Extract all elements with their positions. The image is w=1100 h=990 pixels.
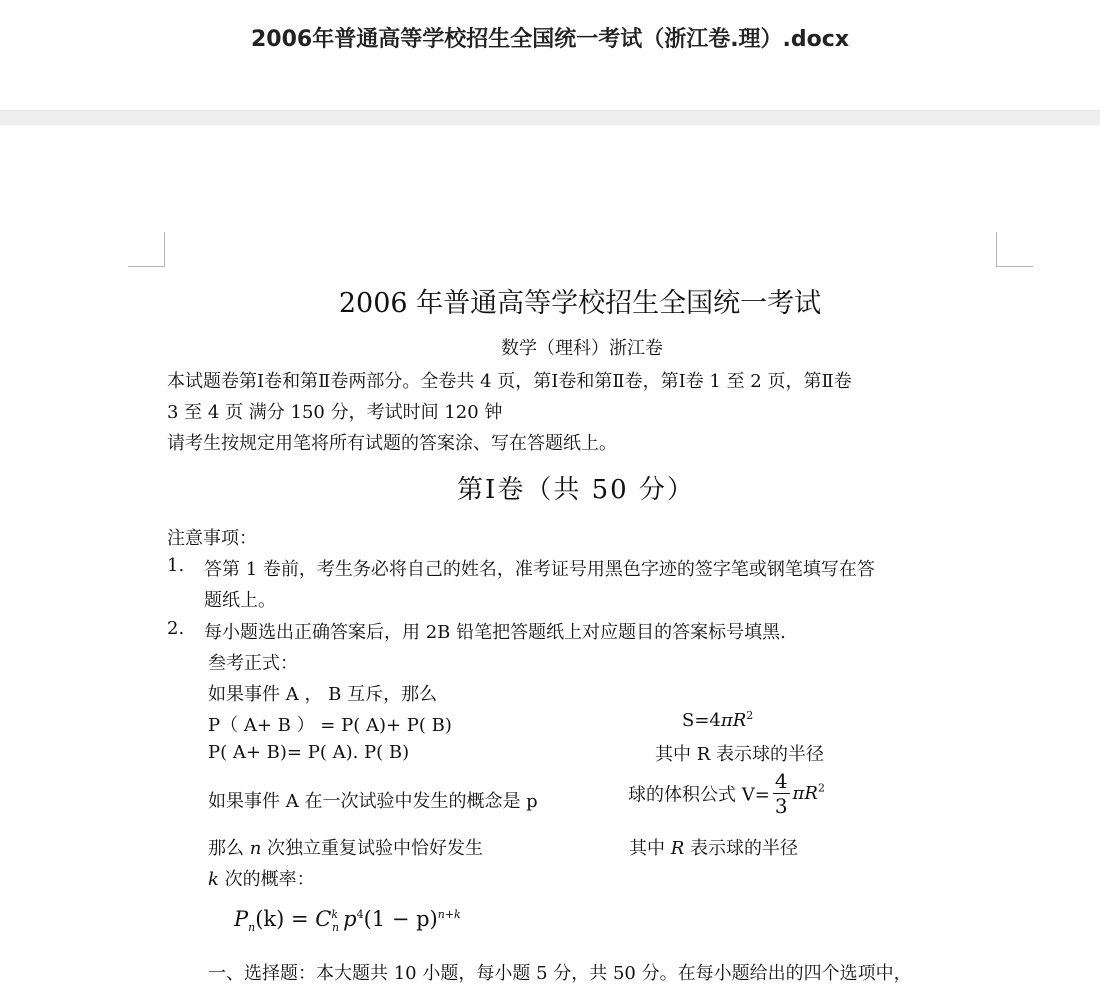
- exam-subtitle: 数学（理科）浙江卷: [501, 338, 663, 359]
- radius-note-2-R: R: [670, 838, 685, 859]
- binom-sub-n: n: [248, 921, 256, 935]
- radius-symbol: R: [732, 710, 747, 731]
- probability-sum-formula: P（ A+ B ） = P( A)+ P( B): [208, 715, 452, 736]
- n-variable: n: [249, 838, 262, 859]
- binom-P: P: [234, 907, 249, 931]
- k-variable: k: [208, 869, 219, 890]
- binom-sup-4: 4: [356, 908, 364, 921]
- fraction-denominator: 3: [774, 794, 788, 818]
- sphere-area-prefix: S=4: [682, 710, 721, 731]
- document-filename: 2006年普通高等学校招生全国统一考试（浙江卷.理）.docx: [250, 27, 850, 52]
- k-times-suffix: 次的概率：: [218, 869, 315, 890]
- k-times-text: [208, 865, 315, 891]
- note-2-number: 2.: [167, 618, 185, 639]
- formulas-heading: 叁考正式：: [208, 653, 298, 674]
- sphere-volume-formula: [628, 769, 825, 818]
- document-page: [0, 125, 1100, 990]
- margin-corner-left: [128, 232, 165, 267]
- choice-section-intro: 一、选择题：本大题共 10 小题，每小题 5 分，共 50 分。在每小题给出的四个选项中，: [208, 963, 912, 984]
- page-separator: [0, 110, 1100, 126]
- mutually-exclusive-text: 如果事件 A ， B 互斥，那么: [208, 684, 438, 705]
- binom-p: p: [343, 907, 357, 931]
- volume-pi: π: [792, 783, 805, 804]
- square-exponent: 2: [746, 709, 754, 722]
- notes-heading: 注意事项：: [167, 528, 257, 549]
- sphere-area-formula: [682, 709, 753, 731]
- note-1-line-2: 题纸上。: [204, 590, 276, 611]
- radius-note-1: 其中 R 表示球的半径: [655, 744, 824, 765]
- note-2-line-1: 每小题选出正确答案后，用 2B 铅笔把答题纸上对应题目的答案标号填黑.: [204, 622, 786, 643]
- n-trials-prefix: 那么: [208, 838, 250, 859]
- note-1-line-1: 答第 1 卷前，考生务必将自己的姓名，准考证号用黑色字迹的签字笔或钢笔填写在答: [204, 559, 875, 580]
- margin-corner-right: [996, 232, 1033, 267]
- exam-title: 2006 年普通高等学校招生全国统一考试: [338, 288, 822, 319]
- n-trials-suffix: 次独立重复试验中恰好发生: [261, 838, 484, 859]
- volume-radius: R: [804, 783, 818, 804]
- intro-line-3: 请考生按规定用笔将所有试题的答案涂、写在答题纸上。: [167, 433, 617, 454]
- n-trials-text: [208, 834, 483, 860]
- radius-note-2-suffix: 表示球的半径: [684, 838, 799, 859]
- binomial-probability-formula: [234, 907, 461, 934]
- binom-sup-k: k: [331, 908, 339, 921]
- binom-sup-nk: n+k: [437, 908, 461, 921]
- probability-product-formula: P( A+ B)= P( A). P( B): [208, 742, 410, 763]
- title-bar: [0, 0, 1100, 110]
- pi-symbol: π: [720, 710, 733, 731]
- volume-exponent: 2: [817, 781, 825, 795]
- binom-arg: (k) =: [255, 907, 316, 931]
- binom-C-sub-n: n: [332, 921, 340, 935]
- fraction-numerator: 4: [774, 769, 788, 793]
- radius-note-2: [629, 834, 798, 860]
- section-title: 第Ⅰ卷（共 50 分）: [457, 475, 695, 505]
- intro-line-1: 本试题卷第Ⅰ卷和第Ⅱ卷两部分。全卷共 4 页，第Ⅰ卷和第Ⅱ卷，第Ⅰ卷 1 至 2 页，第Ⅱ卷: [167, 371, 852, 392]
- binom-C: C: [315, 907, 332, 931]
- binom-rest: (1 − p): [363, 907, 438, 931]
- intro-line-2: 3 至 4 页 满分 150 分，考试时间 120 钟: [167, 402, 503, 423]
- volume-prefix: 球的体积公式 V=: [628, 784, 770, 806]
- radius-note-2-prefix: 其中: [629, 838, 671, 859]
- event-probability-text: 如果事件 A 在一次试验中发生的概念是 p: [208, 791, 538, 812]
- note-1-number: 1.: [167, 555, 185, 576]
- four-thirds-fraction: [773, 769, 790, 818]
